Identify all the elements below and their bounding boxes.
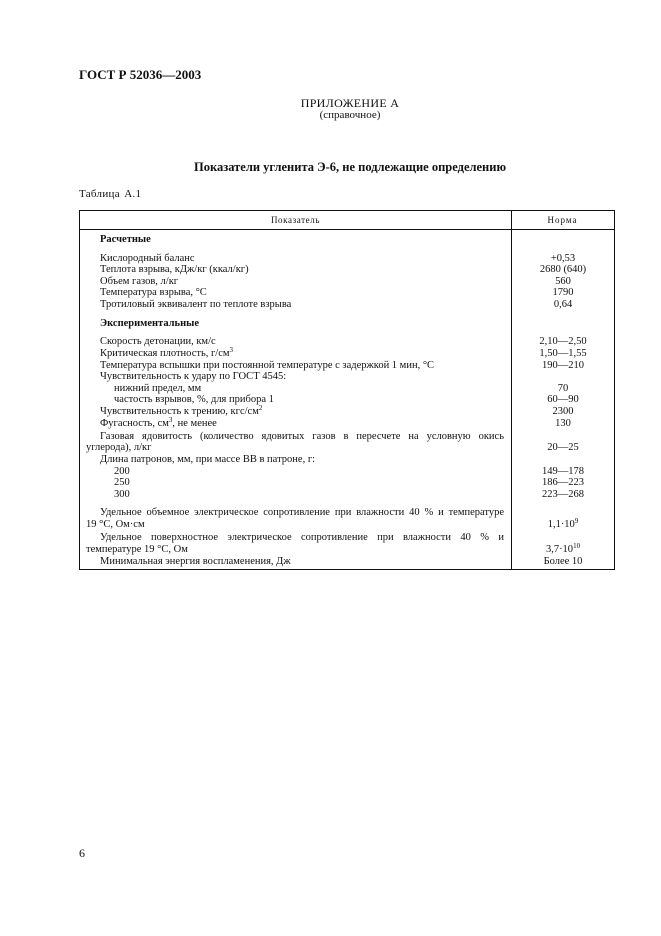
row-value: 130	[555, 418, 571, 429]
row-label-text: Чувствительность к трению, кгс/см	[100, 406, 259, 417]
row-label: Объем газов, л/кг	[100, 276, 179, 287]
row-label	[100, 348, 233, 360]
row-label: Температура вспышки при постоянной температуре с задержкой 1 мин, °С	[100, 360, 435, 371]
row-label: Длина патронов, мм, при массе ВВ в патроне, г:	[100, 454, 316, 465]
row-label-indented: 250	[114, 477, 130, 488]
appendix-title: ПРИЛОЖЕНИЕ А	[300, 96, 400, 110]
row-value: Более 10	[543, 556, 583, 567]
row-value: 60—90	[547, 394, 579, 405]
column-header-norm: Норма	[547, 215, 578, 225]
row-value: 149—178	[542, 466, 584, 477]
row-value: 0,64	[553, 299, 573, 310]
value-base: 1,1·10	[547, 519, 575, 530]
row-value: 20—25	[547, 442, 579, 453]
row-label-line: 19 °С, Ом·см	[86, 519, 145, 530]
document-code: ГОСТ Р 52036—2003	[79, 67, 202, 82]
row-value: 1790	[552, 287, 574, 298]
page-number: 6	[79, 846, 85, 860]
row-label: Скорость детонации, км/с	[100, 336, 216, 347]
section-heading: Показатели угленита Э-6, не подлежащие определению	[193, 160, 507, 174]
superscript: 3	[168, 416, 173, 424]
row-value: 223—268	[542, 489, 584, 500]
row-label-indented: 200	[114, 466, 130, 477]
section-experimental: Экспериментальные	[100, 318, 200, 329]
row-label: Минимальная энергия воспламенения, Дж	[100, 556, 291, 567]
row-value	[511, 519, 615, 531]
row-value: 560	[555, 276, 571, 287]
table-label-word: Таблица	[79, 188, 120, 200]
row-label-line: температуре 19 °С, Ом	[86, 544, 188, 555]
superscript: 9	[574, 517, 579, 525]
row-label-line: Газовая ядовитость (количество ядовитых газов в пересчете на условную окись	[100, 431, 504, 442]
row-value: 2680 (640)	[539, 264, 587, 275]
row-label-indented: частость взрывов, %, для прибора 1	[114, 394, 274, 405]
appendix-subtitle: (справочное)	[319, 109, 381, 121]
row-value: 2300	[552, 406, 574, 417]
section-calculated: Расчетные	[100, 234, 151, 245]
row-label-line: Удельное объемное электрическое сопротивление при влажности 40 % и температуре	[100, 507, 504, 518]
superscript: 10	[573, 542, 581, 550]
row-value: 190—210	[542, 360, 584, 371]
row-label: Теплота взрыва, кДж/кг (ккал/кг)	[100, 264, 249, 275]
superscript: 3	[229, 346, 234, 354]
row-value: 70	[557, 383, 569, 394]
row-label: Тротиловый эквивалент по теплоте взрыва	[100, 299, 292, 310]
row-label: Чувствительность к удару по ГОСТ 4545:	[100, 371, 287, 382]
superscript: 2	[258, 404, 263, 412]
row-label	[100, 406, 262, 418]
row-label-indented: нижний предел, мм	[114, 383, 202, 394]
row-label-line: Удельное поверхностное электрическое сопротивление при влажности 40 % и	[100, 532, 504, 543]
row-label	[100, 418, 217, 430]
table-label	[79, 188, 141, 200]
row-value: +0,53	[550, 253, 576, 264]
row-label: Кислородный баланс	[100, 253, 195, 264]
row-label-text: Критическая плотность, г/см	[100, 348, 230, 359]
properties-table	[79, 210, 615, 570]
row-label-indented: 300	[114, 489, 130, 500]
row-value: 2,10—2,50	[539, 336, 587, 347]
value-base: 3,7·10	[545, 544, 574, 555]
column-header-indicator: Показатель	[270, 215, 321, 225]
row-value	[511, 544, 615, 556]
row-label-text: , не менее	[172, 418, 217, 429]
header-divider	[80, 229, 614, 230]
table-label-number: А.1	[124, 188, 142, 200]
row-value: 186—223	[542, 477, 584, 488]
row-label: Температура взрыва, °С	[100, 287, 207, 298]
row-label-text: Фугасность, см	[100, 418, 169, 429]
row-value: 1,50—1,55	[539, 348, 587, 359]
row-label-line: углерода), л/кг	[86, 442, 152, 453]
